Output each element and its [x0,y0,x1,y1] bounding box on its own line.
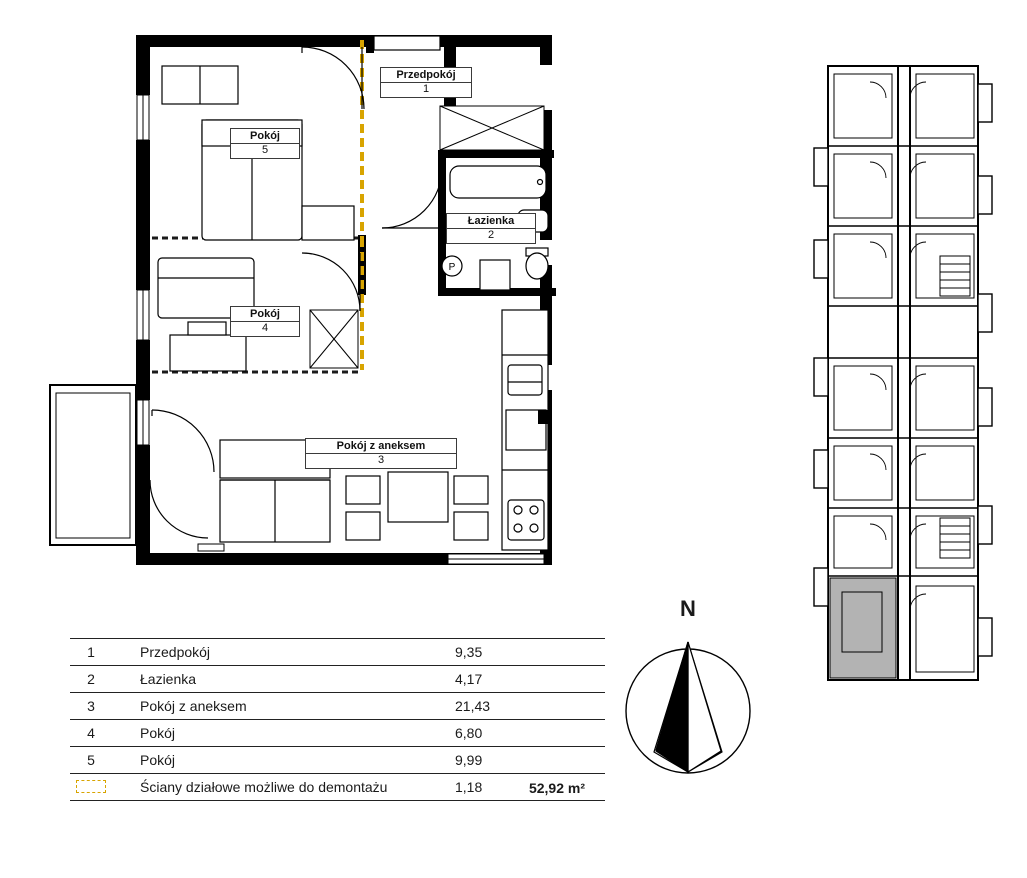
legend-area: 6,80 [395,720,605,747]
door-entry [302,47,364,109]
door-room-4 [302,253,360,311]
room-tag-number: 3 [377,454,385,466]
apartment-floor-plan [40,10,640,610]
toilet [526,248,548,279]
legend-name: Przedpokój [112,639,395,666]
room-tag-name: Pokój z aneksem [306,439,456,454]
legend-index: 3 [70,693,112,720]
bed-single [158,258,254,318]
counter-black-accent [538,410,552,424]
sofa [220,480,330,542]
tv-console [220,440,330,478]
nightstand-room5 [302,206,354,240]
door-living [152,410,214,472]
legend-row [70,639,605,666]
window-left-middle [137,290,149,340]
building-key-plan [800,58,1010,688]
legend-area: 9,99 [395,747,605,774]
legend-index: 4 [70,720,112,747]
room-tag-name: Pokój [231,129,299,144]
legend-index: 1 [70,639,112,666]
bed-double [202,120,302,240]
legend-area: 1,18 [395,774,605,801]
washing-machine [480,260,510,290]
window-left-lower [137,400,149,445]
legend-row [70,666,605,693]
shaft-hatch-room4 [310,310,358,368]
dining-table [388,472,448,522]
svg-text:P: P [448,262,456,273]
legend-name: Łazienka [112,666,395,693]
window-bottom [448,554,544,564]
legend-index: 2 [70,666,112,693]
bathtub [450,166,546,198]
compass-rose [620,596,760,786]
cooktop [508,500,544,540]
sink [518,210,548,232]
door-bathroom [382,168,442,228]
room-tag-name: Łazienka [447,214,535,229]
legend-area: 4,17 [395,666,605,693]
room-tag-number: 1 [422,83,430,95]
shaft-hatch-top [440,106,544,150]
wardrobe-room5 [162,66,238,104]
legend-name: Pokój [112,720,395,747]
hall-closet [374,36,440,50]
radiator-living [198,544,224,551]
balcony [50,385,136,545]
room-tag-number: 5 [261,144,269,156]
room-tag-number: 2 [487,229,495,241]
legend-row [70,720,605,747]
room-tag-name: Pokój [231,307,299,322]
legend-row [70,693,605,720]
compass-north-label: N [680,596,696,621]
legend-name: Pokój z aneksem [112,693,395,720]
legend-index: 5 [70,747,112,774]
legend-area: 21,43 [395,693,605,720]
legend-area: 9,35 [395,639,605,666]
legend-table [70,638,605,801]
marker-p-icon [442,256,462,276]
door-balcony [150,480,208,538]
window-left-upper [137,95,149,140]
desk-room4 [170,322,246,371]
legend-name: Pokój [112,747,395,774]
total-area: 52,92 m² [528,780,585,796]
room-tag-name: Przedpokój [381,68,471,83]
room-tag-number: 4 [261,322,269,334]
legend-row [70,747,605,774]
kitchen-sink [508,365,542,395]
legend-name: Ściany działowe możliwe do demontażu [112,774,395,801]
